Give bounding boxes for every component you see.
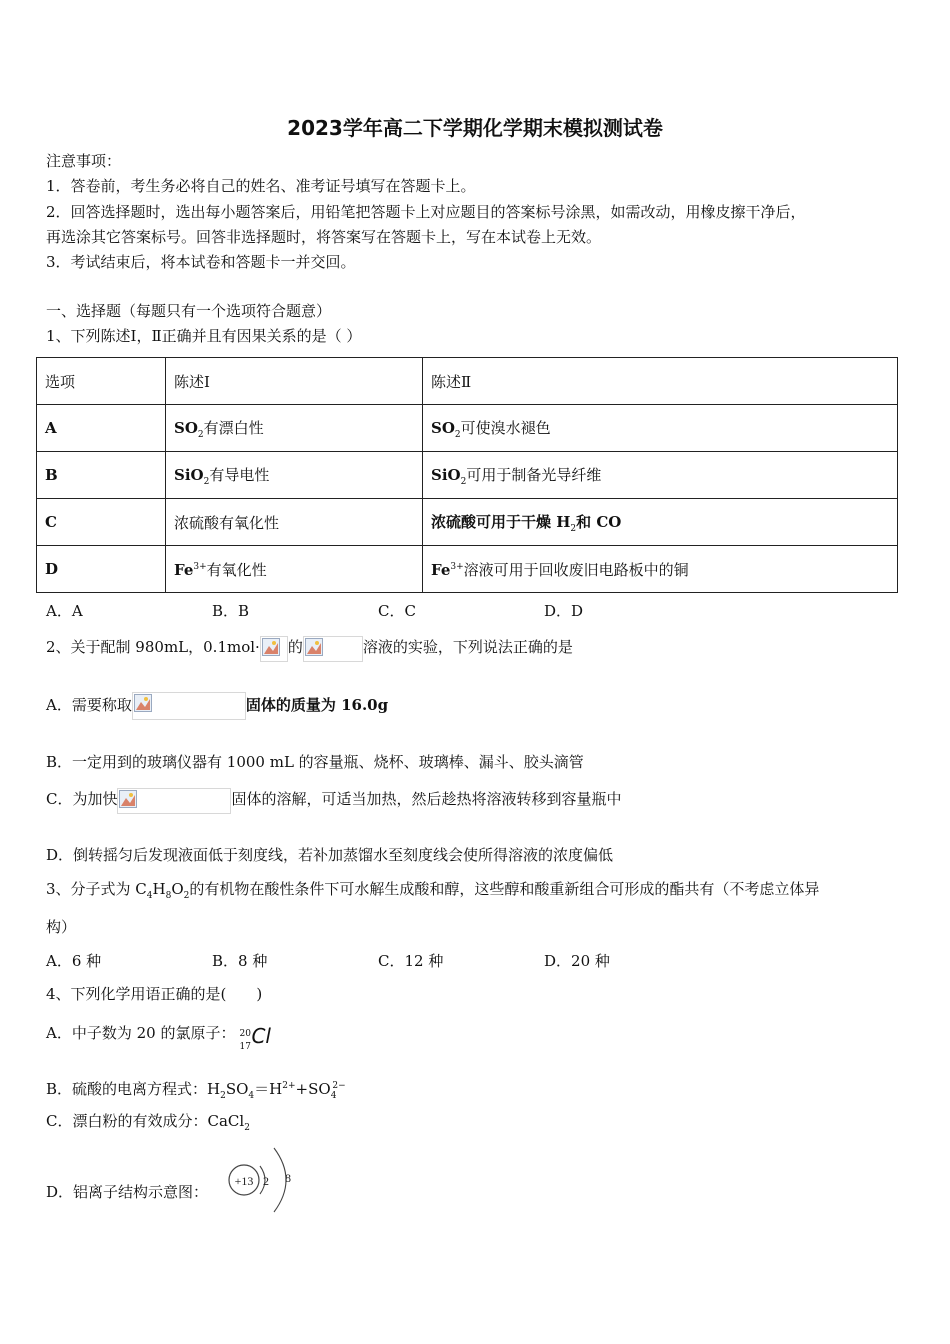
option-text: A．中子数为 20 的氯原子： <box>46 1024 236 1042</box>
cell-text: 和 CO <box>576 512 622 531</box>
image-placeholder-icon <box>303 636 363 662</box>
table-row <box>37 499 898 546</box>
q3-stem-text: 的有机物在酸性条件下可水解生成酸和醇，这些醇和酸重新组合可形成的酯共有（不考虑立体异 <box>189 880 820 898</box>
cell-text: Fe <box>431 560 451 579</box>
q4-option-b[interactable] <box>46 1076 346 1106</box>
cell-text: 有氧化性 <box>206 560 267 579</box>
option-b[interactable]: B．B <box>212 602 250 620</box>
cell-text: SO <box>174 418 198 437</box>
q3-stem-cont: 构） <box>46 918 77 936</box>
cell-text: SiO <box>174 465 204 484</box>
q3-stem-text: O <box>171 880 184 898</box>
cell-sub: 2 <box>197 429 204 440</box>
image-placeholder-icon <box>117 788 231 814</box>
table-row <box>37 452 898 499</box>
notice-item-2-cont: 再选涂其它答案标号。回答非选择题时，将答案写在答题卡上，写在本试卷上无效。 <box>46 228 602 246</box>
mass-number: 20 <box>239 1029 251 1039</box>
notice-item-2: 2．回答选择题时，选出每小题答案后，用铅笔把答题卡上对应题目的答案标号涂黑，如需改动，用橡皮擦干净后， <box>46 203 806 221</box>
nucleus-charge: +13 <box>234 1174 254 1188</box>
formula-sub: 2 <box>220 1091 226 1101</box>
table-header-cell: 陈述Ⅱ <box>423 358 898 405</box>
table-header-row <box>37 358 898 405</box>
cell-sub: 2 <box>460 476 467 487</box>
table-header-cell: 陈述Ⅰ <box>166 358 423 405</box>
cell-sub: 2 <box>454 429 461 440</box>
option-text: A．需要称取 <box>46 696 132 714</box>
formula-sub: 4 <box>248 1091 255 1101</box>
q1-stem: 1、下列陈述Ⅰ，Ⅱ正确并且有因果关系的是（ ） <box>46 327 362 345</box>
formula-sup: 2+ <box>282 1081 296 1091</box>
option-text: C．为加快 <box>46 790 118 808</box>
cell-text: SO <box>431 418 455 437</box>
image-placeholder-icon <box>132 692 246 720</box>
option-c[interactable]: C．C <box>378 602 416 620</box>
shell-1-electrons: 2 <box>263 1174 269 1188</box>
element-symbol: Cl <box>251 1024 271 1048</box>
image-placeholder-icon <box>260 636 288 662</box>
option-letter: B <box>45 466 58 484</box>
aluminum-ion-structure-diagram <box>224 1144 304 1216</box>
q4-option-c[interactable] <box>46 1111 250 1138</box>
formula-sub: 4 <box>330 1091 337 1101</box>
q4-option-d[interactable]: D．铝离子结构示意图： <box>46 1183 209 1201</box>
q3-sub: 4 <box>146 891 153 901</box>
table-header-cell: 选项 <box>37 358 166 405</box>
q2-option-c[interactable] <box>46 784 622 814</box>
option-text: 固体的质量为 16.0g <box>245 696 389 714</box>
section-heading: 一、选择题（每题只有一个选项符合题意） <box>46 302 332 320</box>
table-row <box>37 546 898 593</box>
q2-option-b[interactable]: B．一定用到的玻璃仪器有 1000 mL 的容量瓶、烧杯、玻璃棒、漏斗、胶头滴管 <box>46 753 584 771</box>
cell-text: 可使溴水褪色 <box>460 418 551 437</box>
option-letter: D <box>45 560 59 578</box>
cell-text: 浓硫酸有氧化性 <box>174 513 280 532</box>
formula-sup: 2− <box>332 1081 346 1091</box>
cell-sub: 2 <box>203 476 210 487</box>
q3-stem-text: H <box>152 880 166 898</box>
q3-stem-text: 3、分子式为 C <box>46 880 147 898</box>
option-text: +SO <box>295 1080 331 1098</box>
q2-stem-text: 2、关于配制 980mL，0.1mol· <box>46 638 260 656</box>
option-a[interactable]: A．6 种 <box>46 952 102 970</box>
option-a[interactable]: A．A <box>46 602 83 620</box>
option-d[interactable]: D．20 种 <box>544 952 610 970</box>
option-text: B．硫酸的电离方程式：H <box>46 1080 221 1098</box>
option-letter: C <box>45 513 57 531</box>
cell-sub: 2 <box>570 523 577 534</box>
cell-sup: 3+ <box>450 561 464 572</box>
notice-item-1: 1．答卷前，考生务必将自己的姓名、准考证号填写在答题卡上。 <box>46 177 476 195</box>
option-text: SO <box>225 1080 249 1098</box>
cell-sup: 3+ <box>193 561 207 572</box>
option-text: 固体的溶解，可适当加热，然后趁热将溶液转移到容量瓶中 <box>231 790 622 808</box>
q2-stem <box>46 632 573 662</box>
page-title: 2023学年高二下学期化学期末模拟测试卷 <box>287 116 663 140</box>
option-letter: A <box>45 419 57 437</box>
q1-table <box>36 357 898 593</box>
cell-text: Fe <box>174 560 194 579</box>
cell-text: 浓硫酸可用于干燥 H <box>431 512 571 531</box>
cell-text: 溶液可用于回收废旧电路板中的铜 <box>463 560 689 579</box>
cell-text: 有导电性 <box>209 465 270 484</box>
q4-option-a[interactable] <box>46 1018 283 1052</box>
q2-option-a[interactable] <box>46 690 388 720</box>
table-row <box>37 405 898 452</box>
formula-sub: 2 <box>244 1123 250 1133</box>
option-text: C．漂白粉的有效成分：CaCl <box>46 1112 245 1130</box>
q4-stem: 4、下列化学用语正确的是( ) <box>46 985 263 1003</box>
q1-options <box>46 600 710 621</box>
q2-option-d[interactable]: D．倒转摇匀后发现液面低于刻度线，若补加蒸馏水至刻度线会使所得溶液的浓度偏低 <box>46 846 614 864</box>
option-c[interactable]: C．12 种 <box>378 952 444 970</box>
cell-text: SiO <box>431 465 461 484</box>
shell-2-electrons: 8 <box>285 1171 291 1185</box>
q3-sub: 2 <box>183 891 190 901</box>
q2-stem-text: 溶液的实验，下列说法正确的是 <box>362 638 573 656</box>
q2-stem-text: 的 <box>287 638 303 656</box>
option-b[interactable]: B．8 种 <box>212 952 268 970</box>
q3-stem <box>46 879 819 906</box>
cell-text: 有漂白性 <box>203 418 264 437</box>
q3-sub: 8 <box>165 891 172 901</box>
notice-heading: 注意事项： <box>46 152 122 170</box>
atomic-number: 17 <box>239 1042 251 1052</box>
q3-options <box>46 950 710 971</box>
option-d[interactable]: D．D <box>544 602 584 620</box>
option-text: ＝H <box>254 1080 283 1098</box>
notice-item-3: 3．考试结束后，将本试卷和答题卡一并交回。 <box>46 253 356 271</box>
chlorine-isotope-notation <box>235 1019 283 1052</box>
cell-text: 可用于制备光导纤维 <box>466 465 602 484</box>
